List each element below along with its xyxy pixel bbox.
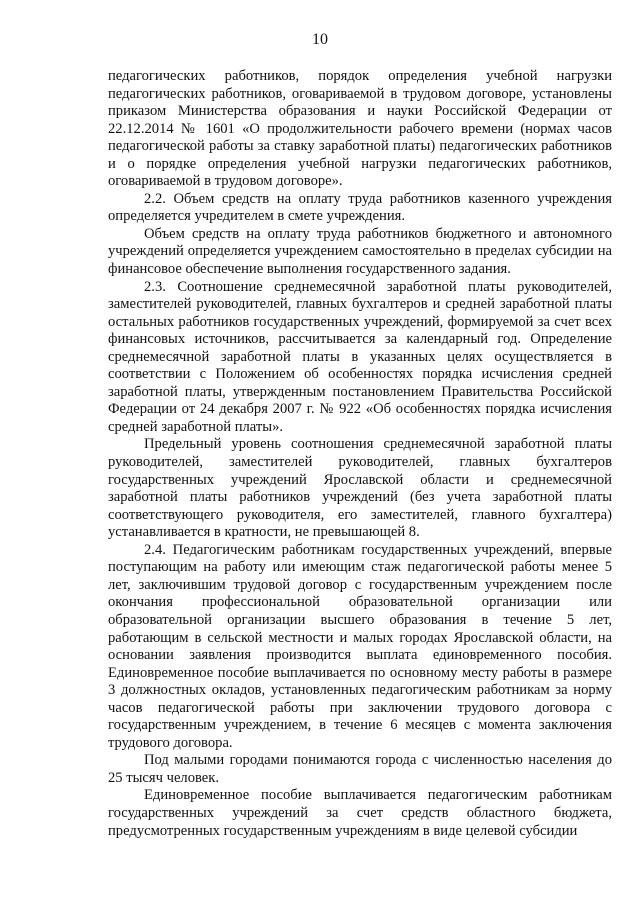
paragraph: 2.2. Объем средств на оплату труда работников казенного учреждения определяется учредителем в смете учреждения. [108,190,612,225]
paragraph: Объем средств на оплату труда работников бюджетного и автономного учреждений определяется учреждением самостоятельно в пределах субсидии на финансовое обеспечение выполнения государственного задания. [108,225,612,278]
paragraph: Предельный уровень соотношения среднемесячной заработной платы руководителей, заместителей руководителей, главных бухгалтеров государственных учреждений Ярославской области и среднемесячной заработной платы работников учреждений (без учета заработной платы соответствующего руководителя, его заместителей, главного бухгалтера) устанавливается в кратности, не превышающей 8. [108,436,612,541]
document-body [108,68,612,840]
page-number: 10 [312,31,328,48]
paragraph: 2.4. Педагогическим работникам государственных учреждений, впервые поступающим на работу или имеющим стаж педагогической работы менее 5 лет, заключившим трудовой договор с государственным учреждением после окончания профессиональной образовательной организации или образовательной организации высшего образования в течение 5 лет, работающим в сельской местности и малых городах Ярославской области, на основании заявления производится выплата единовременного пособия. Единовременное пособие выплачивается по основному месту работы в размере 3 должностных окладов, установленных педагогическим работникам за норму часов педагогической работы при заключении трудового договора с государственным учреждением, в течение 6 месяцев с момента заключения трудового договора. [108,541,612,751]
paragraph: педагогических работников, порядок определения учебной нагрузки педагогических работников, оговариваемой в трудовом договоре, установлены приказом Министерства образования и науки Российской Федерации от 22.12.2014 № 1601 «О продолжительности рабочего времени (нормах часов педагогической работы за ставку заработной платы) педагогических работников и о порядке определения учебной нагрузки педагогических работников, оговариваемой в трудовом договоре». [108,68,612,190]
paragraph: Под малыми городами понимаются города с численностью населения до 25 тысяч человек. [108,752,612,786]
paragraph: Единовременное пособие выплачивается педагогическим работникам государственных учреждений за счет средств областного бюджета, предусмотренных государственным учреждениям в виде целевой субсидии [108,787,612,839]
paragraph: 2.3. Соотношение среднемесячной заработной платы руководителей, заместителей руководителей, главных бухгалтеров и средней заработной платы остальных работников государственных учреждений, формируемой за счет всех финансовых источников, рассчитывается за календарный год. Определение среднемесячной заработной платы в указанных целях осуществляется в соответствии с Положением об особенностях порядка исчисления средней заработной платы, утвержденным постановлением Правительства Российской Федерации от 24 декабря 2007 г. № 922 «Об особенностях порядка исчисления средней заработной платы». [108,278,612,435]
